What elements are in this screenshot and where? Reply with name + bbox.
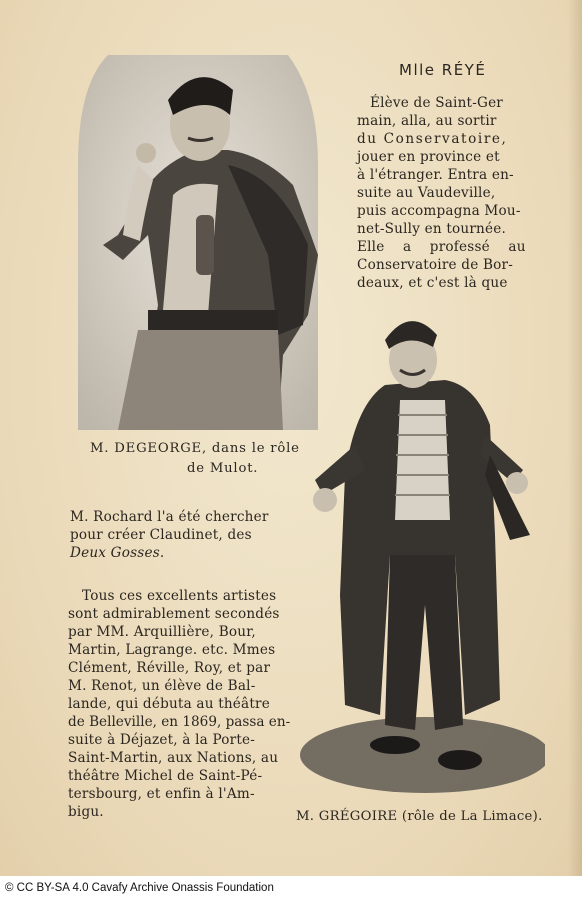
para1-line-3: Deux Gosses. <box>70 545 165 561</box>
para2-line-12: tersbourg, et enfin à l'Am- <box>68 786 255 802</box>
para2-line-6: M. Renot, un élève de Bal- <box>68 678 256 694</box>
photo-gregoire-image <box>285 305 545 800</box>
para2-line-7: lande, qui débuta au théâtre <box>68 696 270 712</box>
right-line-8: net-Sully en tournée. <box>357 221 507 237</box>
right-line-5: à l'étranger. Entra en- <box>357 167 514 183</box>
photo-degeorge-image <box>78 55 318 430</box>
para2-line-1: Tous ces excellents artistes <box>82 588 277 604</box>
para2-line-13: bigu. <box>68 804 104 820</box>
footer-credit-bar <box>0 876 582 901</box>
para2-line-5: Clément, Réville, Roy, et par <box>68 660 271 676</box>
right-line-10: Conservatoire de Bor- <box>357 257 514 273</box>
caption-gregoire: M. GRÉGOIRE (rôle de La Limace). <box>296 809 543 824</box>
para2-line-2: sont admirablement secondés <box>68 606 280 622</box>
footer-credit: © CC BY-SA 4.0 Cavafy Archive Onassis Foundation <box>5 882 274 894</box>
para1-line-1: M. Rochard l'a été chercher <box>70 509 269 525</box>
para2-line-11: théâtre Michel de Saint-Pé- <box>68 768 263 784</box>
para2-line-8: de Belleville, en 1869, passa en- <box>68 714 291 730</box>
right-line-4: jouer en province et <box>357 149 500 165</box>
para2-line-4: Martin, Lagrange. etc. Mmes <box>68 642 276 658</box>
para2-line-3: par MM. Arquillière, Bour, <box>68 624 256 640</box>
right-line-3: du Conservatoire, <box>357 131 508 147</box>
page-edge-shadow <box>568 0 582 876</box>
right-line-2: main, alla, au sortir <box>357 113 497 129</box>
heading-mlle-reye: Mlle RÉYÉ <box>399 61 487 79</box>
right-line-7: puis accompagna Mou- <box>357 203 521 219</box>
photo-degeorge <box>78 55 318 430</box>
para2-line-9: suite à Déjazet, à la Porte- <box>68 732 256 748</box>
caption-degeorge-line1: M. DEGEORGE, dans le rôle <box>90 441 300 456</box>
right-line-1: Élève de Saint-Ger <box>370 95 504 111</box>
para2-line-10: Saint-Martin, aux Nations, au <box>68 750 279 766</box>
right-line-9: Elle a professé au <box>357 239 526 255</box>
caption-degeorge-line2: de Mulot. <box>187 461 259 476</box>
photo-gregoire <box>285 305 545 800</box>
para1-line-2: pour créer Claudinet, des <box>70 527 252 543</box>
right-line-6: suite au Vaudeville, <box>357 185 496 201</box>
right-line-11: deaux, et c'est là que <box>357 275 508 291</box>
